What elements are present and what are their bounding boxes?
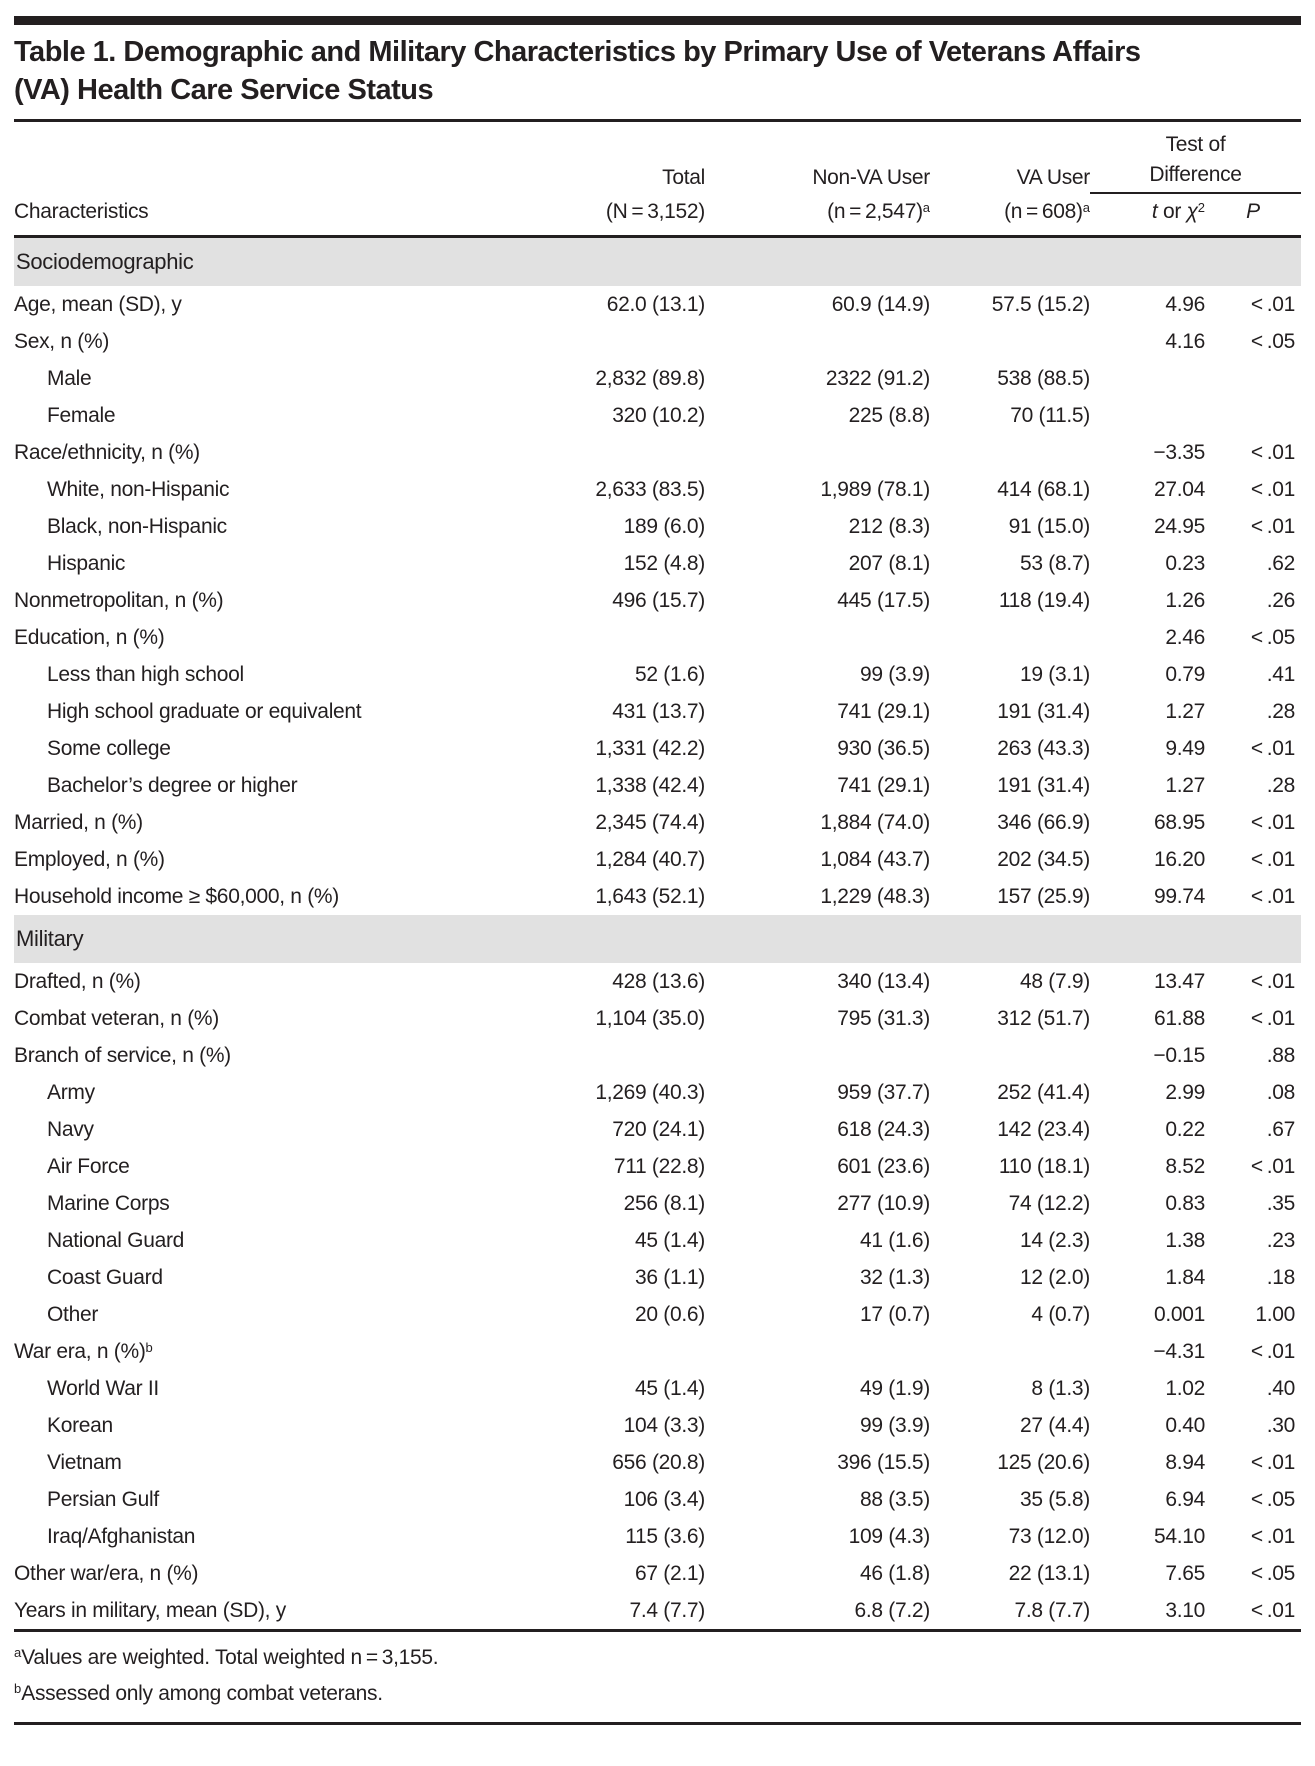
cell-va-user: 22 (13.1) <box>1008 1562 1090 1585</box>
cell-p-value: < .01 <box>1250 1599 1295 1622</box>
cell-test-statistic: 9.49 <box>1165 737 1205 760</box>
cell-test-statistic: 8.94 <box>1165 1451 1205 1474</box>
cell-p-value: .40 <box>1266 1377 1295 1400</box>
cell-nonva-user: 99 (3.9) <box>860 1414 930 1437</box>
cell-characteristic: Navy <box>47 1118 94 1141</box>
cell-nonva-user: 32 (1.3) <box>860 1266 930 1289</box>
table-row <box>14 1111 1301 1148</box>
cell-nonva-user <box>705 323 930 360</box>
cell-total: 45 (1.4) <box>635 1377 705 1400</box>
footnote-marker-a: a <box>14 1645 22 1660</box>
cell-p-value: < .05 <box>1250 626 1295 649</box>
cell-test-statistic: 4.16 <box>1165 330 1205 353</box>
cell-p-value <box>1205 360 1301 397</box>
footnote-text: Assessed only among combat veterans. <box>21 1682 383 1705</box>
cell-nonva-user: 445 (17.5) <box>837 589 930 612</box>
cell-test-statistic: 27.04 <box>1153 478 1205 501</box>
cell-total <box>475 1333 705 1370</box>
cell-characteristic: Black, non-Hispanic <box>47 515 227 538</box>
header-row-subtitles <box>14 193 1301 237</box>
cell-nonva-user: 396 (15.5) <box>837 1451 930 1474</box>
table-title: Table 1. Demographic and Military Characteristics by Primary Use of Veterans Affairs (VA) Health Care Service Status <box>14 36 1141 106</box>
cell-p-value: < .01 <box>1250 1451 1295 1474</box>
col-p-value-label: P <box>1246 200 1260 223</box>
cell-total: 431 (13.7) <box>612 700 705 723</box>
cell-characteristic: Vietnam <box>47 1451 122 1474</box>
cell-test-statistic: 0.23 <box>1165 552 1205 575</box>
cell-nonva-user: 109 (4.3) <box>848 1525 930 1548</box>
cell-p-value: .18 <box>1266 1266 1295 1289</box>
cell-nonva-user: 959 (37.7) <box>837 1081 930 1104</box>
cell-p-value: < .01 <box>1250 441 1295 464</box>
cell-va-user: 35 (5.8) <box>1020 1488 1090 1511</box>
footnote-marker-a: a <box>1082 200 1090 215</box>
cell-nonva-user: 88 (3.5) <box>860 1488 930 1511</box>
cell-va-user: 53 (8.7) <box>1020 552 1090 575</box>
cell-nonva-user: 46 (1.8) <box>860 1562 930 1585</box>
cell-nonva-user <box>705 619 930 656</box>
cell-total: 1,269 (40.3) <box>595 1081 705 1104</box>
cell-characteristic: Air Force <box>47 1155 130 1178</box>
cell-test-statistic: 4.96 <box>1165 293 1205 316</box>
cell-test-statistic: 1.27 <box>1165 774 1205 797</box>
cell-total <box>475 323 705 360</box>
cell-total: 428 (13.6) <box>612 970 705 993</box>
col-test-of-difference-label <box>1090 122 1301 193</box>
cell-va-user: 312 (51.7) <box>997 1007 1090 1030</box>
footnote-text: Values are weighted. Total weighted n = 3,155. <box>21 1646 439 1669</box>
cell-nonva-user: 41 (1.6) <box>860 1229 930 1252</box>
cell-total: 52 (1.6) <box>635 663 705 686</box>
cell-total: 720 (24.1) <box>612 1118 705 1141</box>
cell-characteristic: Age, mean (SD), y <box>14 293 182 316</box>
cell-va-user: 157 (25.9) <box>997 885 1090 908</box>
cell-nonva-user: 49 (1.9) <box>860 1377 930 1400</box>
cell-test-statistic: 2.46 <box>1165 626 1205 649</box>
cell-total: 1,284 (40.7) <box>595 848 705 871</box>
cell-total: 2,345 (74.4) <box>595 811 705 834</box>
cell-total: 320 (10.2) <box>612 404 705 427</box>
cell-characteristic: Bachelor’s degree or higher <box>47 774 298 797</box>
cell-characteristic: Nonmetropolitan, n (%) <box>14 589 224 612</box>
cell-characteristic: Hispanic <box>47 552 126 575</box>
cell-p-value: .28 <box>1266 700 1295 723</box>
cell-characteristic: Female <box>47 404 116 427</box>
cell-va-user: 74 (12.2) <box>1008 1192 1090 1215</box>
cell-characteristic: War era, n (%)$^b$ <box>14 1340 153 1363</box>
cell-va-user: 12 (2.0) <box>1020 1266 1090 1289</box>
cell-nonva-user: 741 (29.1) <box>837 700 930 723</box>
table-row <box>14 878 1301 915</box>
cell-nonva-user: 795 (31.3) <box>837 1007 930 1030</box>
table-top-rule <box>14 16 1301 25</box>
cell-total: 20 (0.6) <box>635 1303 705 1326</box>
table-row <box>14 1185 1301 1222</box>
table-row <box>14 963 1301 1000</box>
cell-characteristic: Household income ≥ $60,000, n (%) <box>14 885 339 908</box>
cell-va-user: 538 (88.5) <box>997 367 1090 390</box>
cell-total: 1,338 (42.4) <box>595 774 705 797</box>
cell-total: 711 (22.8) <box>613 1155 705 1178</box>
cell-va-user: 118 (19.4) <box>998 589 1090 612</box>
cell-va-user <box>930 1037 1090 1074</box>
table-row <box>14 360 1301 397</box>
cell-test-statistic: 99.74 <box>1153 885 1205 908</box>
cell-va-user: 191 (31.4) <box>997 774 1090 797</box>
cell-test-statistic: 68.95 <box>1153 811 1205 834</box>
table-row <box>14 693 1301 730</box>
footnote-a <box>14 1640 1301 1676</box>
cell-nonva-user: 930 (36.5) <box>837 737 930 760</box>
cell-va-user: 191 (31.4) <box>997 700 1090 723</box>
section-header-row <box>14 915 1301 963</box>
col-characteristics-label: Characteristics <box>14 200 149 223</box>
test-of-difference-line2: Difference <box>1149 163 1242 186</box>
cell-characteristic: Other war/era, n (%) <box>14 1562 199 1585</box>
cell-p-value: < .01 <box>1250 885 1295 908</box>
cell-nonva-user: 17 (0.7) <box>860 1303 930 1326</box>
cell-p-value: < .01 <box>1250 293 1295 316</box>
cell-total: 106 (3.4) <box>623 1488 705 1511</box>
header-spacer <box>14 122 475 193</box>
col-nonva-user-n: (n = 2,547)$^a$ <box>827 200 930 223</box>
cell-va-user: 27 (4.4) <box>1020 1414 1090 1437</box>
cell-nonva-user: 6.8 (7.2) <box>854 1599 930 1622</box>
table-row <box>14 286 1301 323</box>
cell-p-value <box>1205 397 1301 434</box>
cell-va-user: 91 (15.0) <box>1008 515 1090 538</box>
cell-va-user <box>930 323 1090 360</box>
cell-total: 7.4 (7.7) <box>629 1599 705 1622</box>
cell-nonva-user: 212 (8.3) <box>848 515 930 538</box>
cell-p-value: 1.00 <box>1255 1303 1295 1326</box>
cell-nonva-user: 618 (24.3) <box>837 1118 930 1141</box>
cell-p-value: < .01 <box>1250 1155 1295 1178</box>
cell-test-statistic: 1.02 <box>1165 1377 1205 1400</box>
cell-va-user: 252 (41.4) <box>997 1081 1090 1104</box>
table-row <box>14 1074 1301 1111</box>
footnote-marker-b: b <box>14 1681 22 1696</box>
table-row <box>14 1296 1301 1333</box>
cell-p-value: < .05 <box>1250 1562 1295 1585</box>
cell-total: 67 (2.1) <box>635 1562 705 1585</box>
cell-total: 496 (15.7) <box>612 589 705 612</box>
cell-va-user: 7.8 (7.7) <box>1014 1599 1090 1622</box>
table-row <box>14 397 1301 434</box>
chi-squared-exponent: 2 <box>1197 200 1205 215</box>
cell-total: 256 (8.1) <box>623 1192 705 1215</box>
cell-characteristic: Married, n (%) <box>14 811 143 834</box>
table-row <box>14 1444 1301 1481</box>
cell-characteristic: Persian Gulf <box>47 1488 159 1511</box>
cell-p-value: < .05 <box>1250 1488 1295 1511</box>
section-header: Sociodemographic <box>14 237 1301 287</box>
cell-test-statistic: 2.99 <box>1165 1081 1205 1104</box>
cell-va-user <box>930 1333 1090 1370</box>
cell-test-statistic: 0.22 <box>1165 1118 1205 1141</box>
cell-characteristic: Male <box>47 367 92 390</box>
section-header: Military <box>14 915 1301 963</box>
cell-nonva-user: 1,229 (48.3) <box>820 885 930 908</box>
cell-characteristic: Other <box>47 1303 99 1326</box>
table-row <box>14 1222 1301 1259</box>
cell-p-value: < .01 <box>1250 515 1295 538</box>
table-row <box>14 1518 1301 1555</box>
cell-va-user: 4 (0.7) <box>1031 1303 1090 1326</box>
footnotes <box>14 1632 1301 1718</box>
cell-characteristic: Korean <box>47 1414 113 1437</box>
col-nonva-user-label: Non-VA User <box>812 166 930 189</box>
cell-p-value: .30 <box>1266 1414 1295 1437</box>
cell-total: 1,331 (42.2) <box>595 737 705 760</box>
cell-va-user <box>930 434 1090 471</box>
cell-characteristic: Drafted, n (%) <box>14 970 141 993</box>
table-header <box>14 122 1301 237</box>
cell-va-user: 57.5 (15.2) <box>991 293 1090 316</box>
table-row <box>14 619 1301 656</box>
cell-p-value: .67 <box>1266 1118 1295 1141</box>
cell-characteristic: World War II <box>47 1377 159 1400</box>
table-row <box>14 1555 1301 1592</box>
cell-characteristic: Sex, n (%) <box>14 330 110 353</box>
cell-test-statistic: 16.20 <box>1153 848 1205 871</box>
cell-characteristic: Branch of service, n (%) <box>14 1044 231 1067</box>
cell-test-statistic: 24.95 <box>1153 515 1205 538</box>
cell-total: 189 (6.0) <box>623 515 705 538</box>
cell-p-value: < .01 <box>1250 1340 1295 1363</box>
cell-total: 104 (3.3) <box>623 1414 705 1437</box>
cell-total <box>475 434 705 471</box>
cell-total <box>475 1037 705 1074</box>
table-row <box>14 323 1301 360</box>
cell-total: 152 (4.8) <box>623 552 705 575</box>
cell-p-value: .41 <box>1266 663 1295 686</box>
cell-total: 656 (20.8) <box>612 1451 705 1474</box>
cell-nonva-user: 1,989 (78.1) <box>820 478 930 501</box>
cell-va-user: 346 (66.9) <box>997 811 1090 834</box>
cell-total: 2,832 (89.8) <box>595 367 705 390</box>
cell-total: 115 (3.6) <box>625 1525 705 1548</box>
cell-test-statistic: 3.10 <box>1165 1599 1205 1622</box>
cell-characteristic: High school graduate or equivalent <box>47 700 362 723</box>
cell-test-statistic <box>1090 397 1205 434</box>
cell-va-user: 142 (23.4) <box>997 1118 1090 1141</box>
cell-nonva-user: 2322 (91.2) <box>825 367 930 390</box>
table-row <box>14 1148 1301 1185</box>
cell-nonva-user: 225 (8.8) <box>848 404 930 427</box>
table-row <box>14 1592 1301 1629</box>
cell-va-user: 70 (11.5) <box>1010 404 1090 427</box>
cell-total: 2,633 (83.5) <box>595 478 705 501</box>
table-row <box>14 767 1301 804</box>
cell-va-user: 202 (34.5) <box>997 848 1090 871</box>
cell-p-value: .08 <box>1266 1081 1295 1104</box>
cell-test-statistic: 1.27 <box>1165 700 1205 723</box>
cell-va-user: 414 (68.1) <box>997 478 1090 501</box>
cell-characteristic: Marine Corps <box>47 1192 170 1215</box>
cell-total: 1,643 (52.1) <box>595 885 705 908</box>
col-va-user-label: VA User <box>1016 166 1090 189</box>
cell-test-statistic <box>1090 360 1205 397</box>
cell-test-statistic: −4.31 <box>1153 1340 1205 1363</box>
cell-p-value: < .05 <box>1250 330 1295 353</box>
cell-p-value: .62 <box>1266 552 1295 575</box>
cell-test-statistic: 8.52 <box>1165 1155 1205 1178</box>
cell-va-user: 263 (43.3) <box>997 737 1090 760</box>
cell-va-user: 14 (2.3) <box>1020 1229 1090 1252</box>
cell-va-user: 19 (3.1) <box>1020 663 1090 686</box>
col-va-user-n: (n = 608)$^a$ <box>1004 200 1090 223</box>
col-total-label: Total <box>662 166 705 189</box>
section-header-row <box>14 237 1301 287</box>
cell-characteristic: Coast Guard <box>47 1266 163 1289</box>
footnote-marker-a: a <box>922 200 930 215</box>
cell-test-statistic: 7.65 <box>1165 1562 1205 1585</box>
table-row <box>14 1000 1301 1037</box>
cell-va-user: 125 (20.6) <box>997 1451 1090 1474</box>
cell-test-statistic: 1.26 <box>1165 589 1205 612</box>
col-total-n: (N = 3,152) <box>605 200 705 223</box>
footnote-marker-b: b <box>145 1340 153 1355</box>
cell-nonva-user: 340 (13.4) <box>837 970 930 993</box>
table-row <box>14 730 1301 767</box>
table-row <box>14 582 1301 619</box>
characteristics-table <box>14 122 1301 1629</box>
cell-p-value: .35 <box>1266 1192 1295 1215</box>
cell-total <box>475 619 705 656</box>
cell-test-statistic: 61.88 <box>1153 1007 1205 1030</box>
col-test-statistic-label: t or $\chi^2$ <box>1151 200 1205 223</box>
cell-test-statistic: 54.10 <box>1153 1525 1205 1548</box>
cell-test-statistic: −0.15 <box>1153 1044 1205 1067</box>
table-row <box>14 434 1301 471</box>
table-row <box>14 1407 1301 1444</box>
cell-test-statistic: 1.38 <box>1165 1229 1205 1252</box>
table-row <box>14 545 1301 582</box>
cell-p-value: < .01 <box>1250 848 1295 871</box>
table-row <box>14 1259 1301 1296</box>
cell-total: 45 (1.4) <box>635 1229 705 1252</box>
test-of-difference-line1: Test of <box>1165 133 1226 156</box>
table-row <box>14 1333 1301 1370</box>
cell-test-statistic: 0.79 <box>1165 663 1205 686</box>
cell-va-user: 110 (18.1) <box>998 1155 1090 1178</box>
cell-test-statistic: 0.40 <box>1165 1414 1205 1437</box>
cell-test-statistic: −3.35 <box>1153 441 1205 464</box>
cell-va-user: 48 (7.9) <box>1020 970 1090 993</box>
table-row <box>14 656 1301 693</box>
cell-p-value: < .01 <box>1250 1525 1295 1548</box>
cell-p-value: .23 <box>1266 1229 1295 1252</box>
table-row <box>14 1481 1301 1518</box>
cell-characteristic: Employed, n (%) <box>14 848 165 871</box>
cell-characteristic: Race/ethnicity, n (%) <box>14 441 200 464</box>
cell-test-statistic: 0.83 <box>1165 1192 1205 1215</box>
cell-va-user <box>930 619 1090 656</box>
cell-characteristic: Years in military, mean (SD), y <box>14 1599 286 1622</box>
cell-p-value: .26 <box>1266 589 1295 612</box>
cell-nonva-user <box>705 1333 930 1370</box>
cell-va-user: 73 (12.0) <box>1008 1525 1090 1548</box>
cell-characteristic: National Guard <box>47 1229 185 1252</box>
footnote-b <box>14 1676 1301 1712</box>
cell-nonva-user: 99 (3.9) <box>860 663 930 686</box>
cell-characteristic: Some college <box>47 737 171 760</box>
cell-nonva-user: 601 (23.6) <box>837 1155 930 1178</box>
cell-characteristic: Army <box>47 1081 95 1104</box>
cell-test-statistic: 0.001 <box>1153 1303 1205 1326</box>
table-body <box>14 237 1301 1630</box>
cell-p-value: .28 <box>1266 774 1295 797</box>
cell-nonva-user <box>705 1037 930 1074</box>
header-row-group-labels <box>14 122 1301 193</box>
cell-test-statistic: 6.94 <box>1165 1488 1205 1511</box>
page-bottom-rule <box>14 1722 1301 1725</box>
table-row <box>14 1037 1301 1074</box>
cell-nonva-user: 741 (29.1) <box>837 774 930 797</box>
cell-characteristic: White, non-Hispanic <box>47 478 230 501</box>
table-row <box>14 841 1301 878</box>
cell-nonva-user: 1,884 (74.0) <box>820 811 930 834</box>
table-row <box>14 471 1301 508</box>
table-row <box>14 1370 1301 1407</box>
cell-p-value: .88 <box>1266 1044 1295 1067</box>
cell-total: 62.0 (13.1) <box>606 293 705 316</box>
table-row <box>14 804 1301 841</box>
cell-nonva-user: 207 (8.1) <box>848 552 930 575</box>
cell-nonva-user: 277 (10.9) <box>837 1192 930 1215</box>
cell-characteristic: Less than high school <box>47 663 244 686</box>
cell-p-value: < .01 <box>1250 737 1295 760</box>
cell-nonva-user <box>705 434 930 471</box>
cell-va-user: 8 (1.3) <box>1031 1377 1090 1400</box>
cell-total: 1,104 (35.0) <box>595 1007 705 1030</box>
cell-p-value: < .01 <box>1250 1007 1295 1030</box>
cell-characteristic: Combat veteran, n (%) <box>14 1007 219 1030</box>
cell-test-statistic: 1.84 <box>1165 1266 1205 1289</box>
cell-nonva-user: 1,084 (43.7) <box>820 848 930 871</box>
cell-total: 36 (1.1) <box>635 1266 705 1289</box>
cell-characteristic: Education, n (%) <box>14 626 165 649</box>
cell-p-value: < .01 <box>1250 811 1295 834</box>
cell-characteristic: Iraq/Afghanistan <box>47 1525 196 1548</box>
cell-p-value: < .01 <box>1250 478 1295 501</box>
cell-nonva-user: 60.9 (14.9) <box>831 293 930 316</box>
table-row <box>14 508 1301 545</box>
cell-p-value: < .01 <box>1250 970 1295 993</box>
cell-test-statistic: 13.47 <box>1153 970 1205 993</box>
